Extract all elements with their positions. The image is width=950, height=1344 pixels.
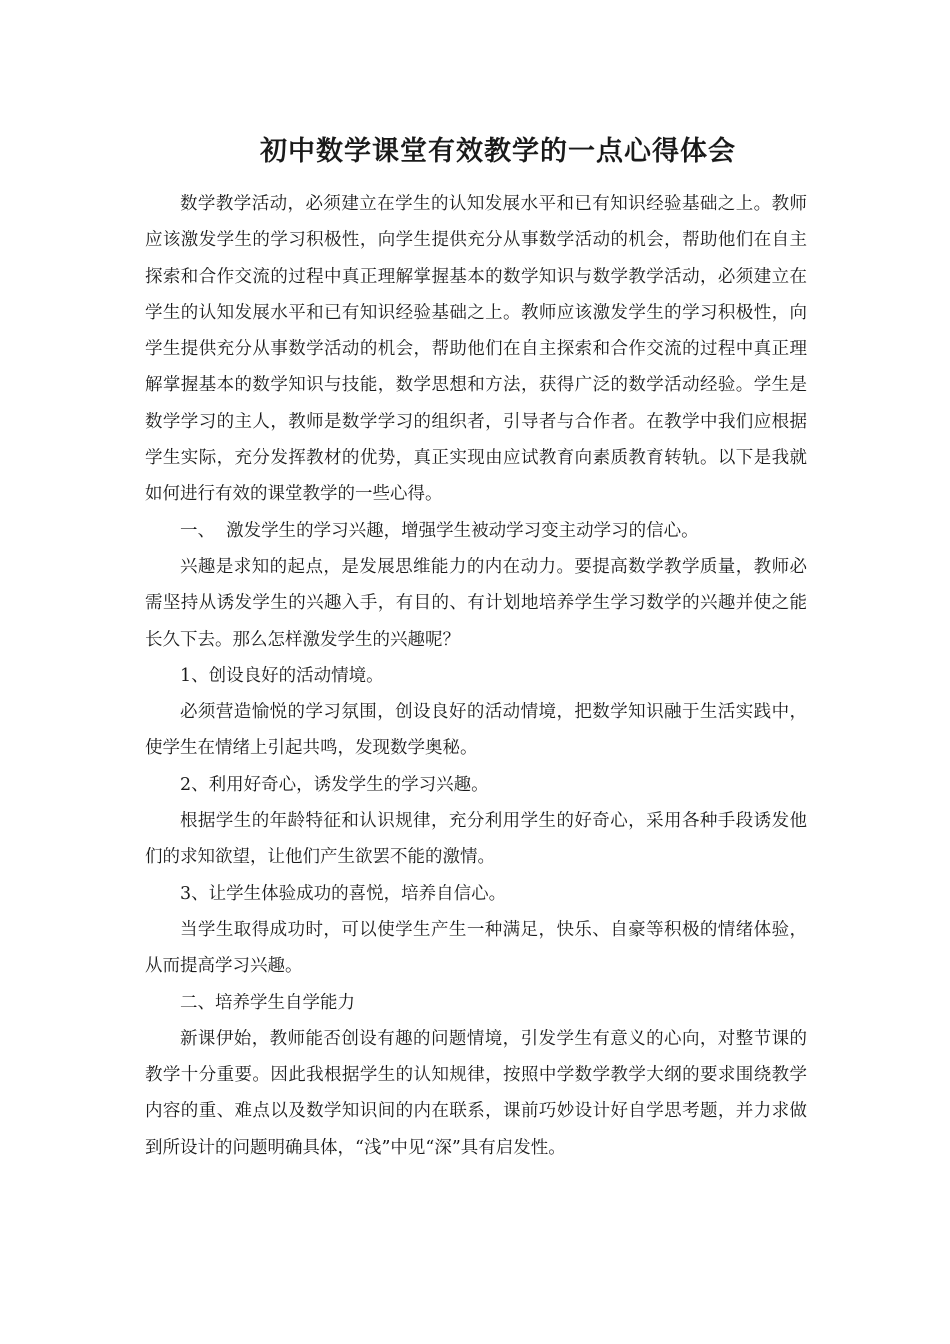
paragraph-success: 当学生取得成功时，可以使学生产生一种满足，快乐、自豪等积极的情绪体验，从而提高学习兴趣。 [145,919,807,977]
paragraph-intro: 数学教学活动，必须建立在学生的认知发展水平和已有知识经验基础之上。教师应该激发学生的学习积极性，向学生提供充分从事数学活动的机会，帮助他们在自主探索和合作交流的过程中真正理解掌握基本的数学知识与数学教学活动，必须建立在学生的认知发展水平和已有知识经验基础之上。教师应该激发学生的学习积极性，向学生提供充分从事数学活动的机会，帮助他们在自主探索和合作交流的过程中真正理解掌握基本的数学知识与技能，数学思想和方法，获得广泛的数学活动经验。学生是数学学习的主人，教师是数学学习的组织者，引导者与合作者。在教学中我们应根据学生实际，充分发挥教材的优势，真正实现由应试教育向素质教育转轨。以下是我就如何进行有效的课堂教学的一些心得。 [145,194,807,505]
paragraph-situation: 必须营造愉悦的学习氛围，创设良好的活动情境，把数学知识融于生活实践中，使学生在情绪上引起共鸣，发现数学奥秘。 [145,702,807,759]
section-heading-2: 二、培养学生自学能力 [180,992,355,1013]
section-heading-1: 一、 激发学生的学习兴趣，增强学生被动学习变主动学习的信心。 [180,520,699,541]
paragraph-interest: 兴趣是求知的起点，是发展思维能力的内在动力。要提高数学教学质量，教师必需坚持从诱发学生的兴趣入手，有目的、有计划地培养学生学习数学的兴趣并使之能长久下去。那么怎样激发学生的兴趣呢？ [145,556,807,650]
paragraph-self-study: 新课伊始，教师能否创设有趣的问题情境，引发学生有意义的心向，对整节课的教学十分重要。因此我根据学生的认知规律，按照中学数学教学大纲的要求围绕教学内容的重、难点以及数学知识间的内在联系，课前巧妙设计好自学思考题，并力求做到所设计的问题明确具体，“浅”中见“深”具有启发性。 [145,1028,807,1158]
document-page [145,130,807,1166]
paragraph-curiosity: 根据学生的年龄特征和认识规律，充分利用学生的好奇心，采用各种手段诱发他们的求知欲望，让他们产生欲罢不能的激情。 [145,811,807,868]
document-body [145,186,807,1166]
subheading-3: 3、让学生体验成功的喜悦，培养自信心。 [180,883,507,904]
document-title: 初中数学课堂有效教学的一点心得体会 [260,136,736,167]
subheading-2: 2、利用好奇心，诱发学生的学习兴趣。 [180,774,489,795]
subheading-1: 1、创设良好的活动情境。 [180,665,384,686]
